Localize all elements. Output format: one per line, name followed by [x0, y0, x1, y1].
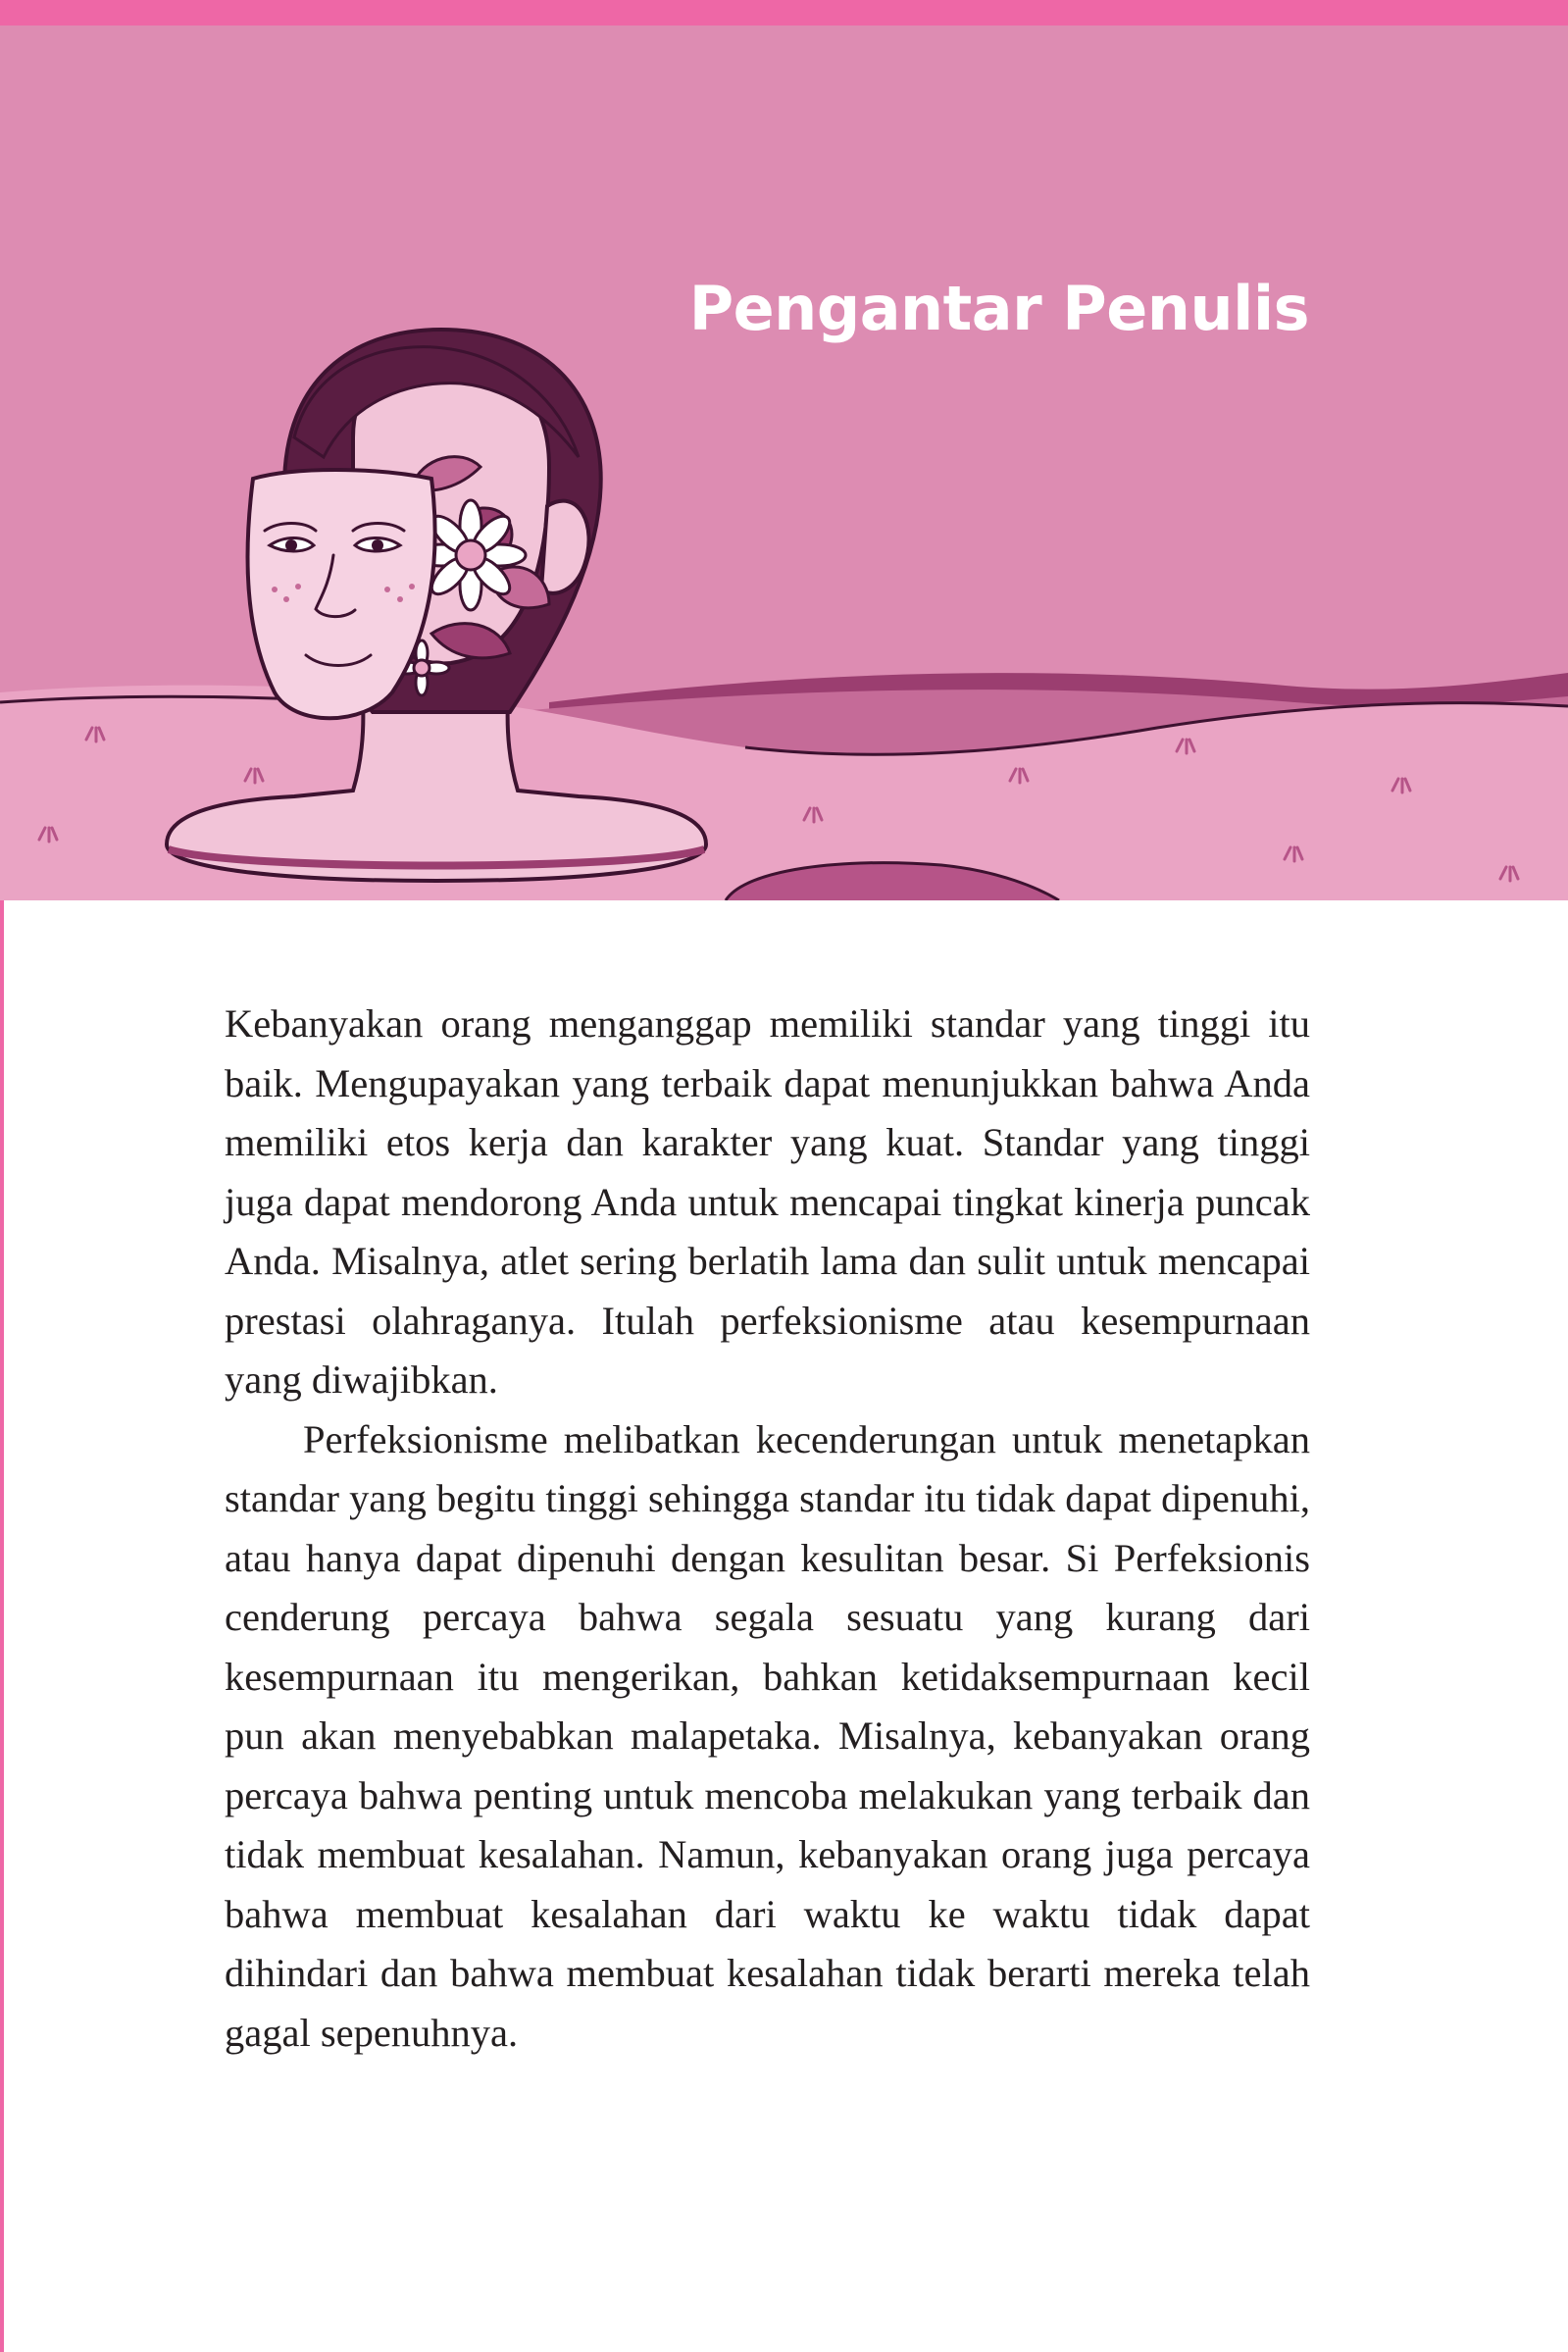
- paragraph-1: Kebanyakan orang menganggap memiliki standar yang tinggi itu baik. Mengupayakan yang terbaik dapat menunjukkan bahwa Anda memiliki etos kerja dan karakter yang kuat. Standar yang tinggi juga dapat mendorong Anda untuk mencapai tingkat kinerja puncak Anda. Misalnya, atlet sering berlatih lama dan sulit untuk mencapai prestasi olahraganya. Itulah perfeksionisme atau kesempurnaan yang diwajibkan.: [225, 1001, 1310, 1402]
- body-text: [225, 995, 1310, 2063]
- header-illustration: [0, 26, 1568, 900]
- paragraph-2: Perfeksionisme melibatkan kecenderungan untuk menetapkan standar yang begitu tinggi sehingga standar itu tidak dapat dipenuhi, atau hanya dapat dipenuhi dengan kesulitan besar. Si Perfeksionis cenderung percaya bahwa segala sesuatu yang kurang dari kesempurnaan itu mengerikan, bahkan ketidaksempurnaan kecil pun akan menyebabkan malapetaka. Misalnya, kebanyakan orang percaya bahwa penting untuk mencoba melakukan yang terbaik dan tidak membuat kesalahan. Namun, kebanyakan orang juga percaya bahwa membuat kesalahan dari waktu ke waktu tidak dapat dihindari dan bahwa membuat kesalahan tidak berarti mereka telah gagal sepenuhnya.: [225, 1416, 1310, 2055]
- page-edge-strip: [0, 900, 4, 2352]
- chapter-header-banner: [0, 26, 1568, 900]
- chapter-title: Pengantar Penulis: [688, 273, 1309, 344]
- top-color-strip: [0, 0, 1568, 26]
